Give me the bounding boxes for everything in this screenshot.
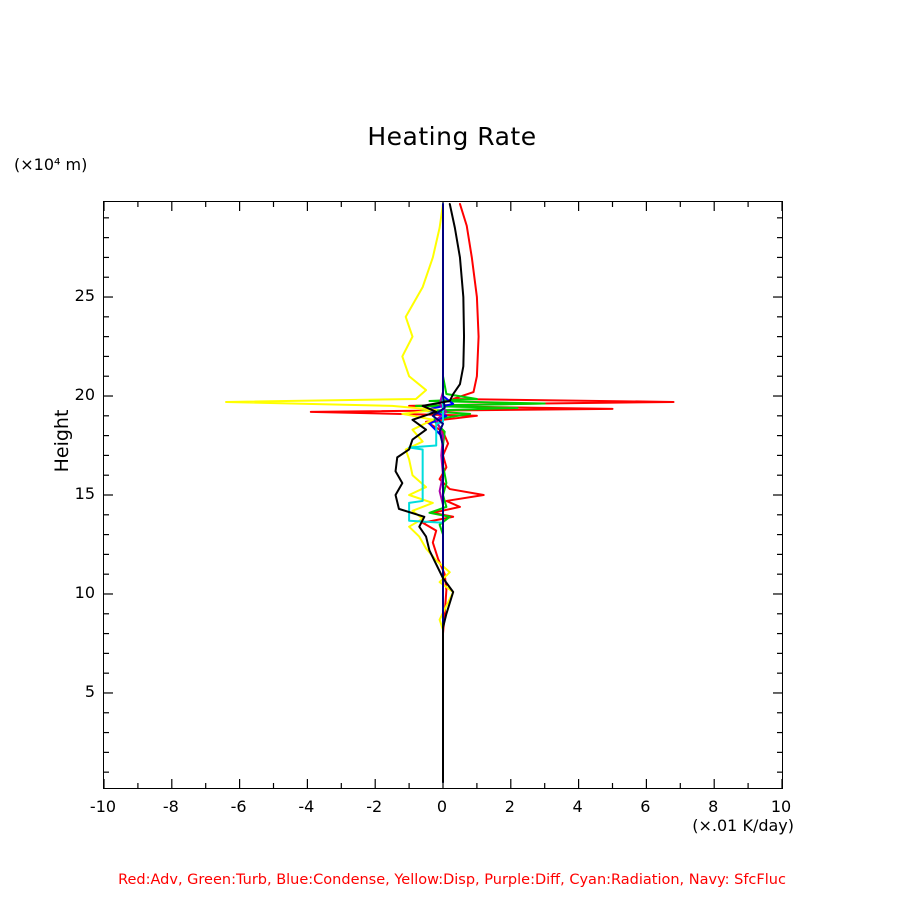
x-axis-label: (×.01 K/day) (692, 816, 794, 835)
x-tick-label: -10 (89, 797, 117, 816)
y-tick-label: 20 (74, 385, 95, 404)
x-tick-label: 8 (708, 797, 719, 816)
y-tick-label: 5 (84, 681, 95, 701)
y-axis-label: Height (51, 409, 73, 473)
x-tick-label: 10 (770, 797, 792, 816)
page-title: Heating Rate (367, 122, 537, 151)
x-tick-label: -6 (230, 797, 247, 816)
x-tick-label: -4 (298, 797, 315, 816)
x-tick-label: 6 (640, 797, 651, 816)
y-tick-label: 25 (74, 286, 95, 306)
legend: Red:Adv, Green:Turb, Blue:Condense, Yellow:Disp, Purple:Diff, Cyan:Radiation, Navy: SfcFluc (118, 872, 786, 888)
y-tick-label: 10 (74, 582, 95, 602)
x-tick-label: -8 (162, 797, 179, 816)
y-axis-units-note: (×10⁴ m) (14, 155, 88, 174)
x-tick-label: 2 (504, 797, 515, 816)
x-tick-label: 0 (436, 797, 448, 816)
x-tick-label: -2 (366, 797, 383, 816)
y-tick-label: 15 (74, 484, 95, 503)
x-tick-label: 4 (572, 797, 583, 816)
